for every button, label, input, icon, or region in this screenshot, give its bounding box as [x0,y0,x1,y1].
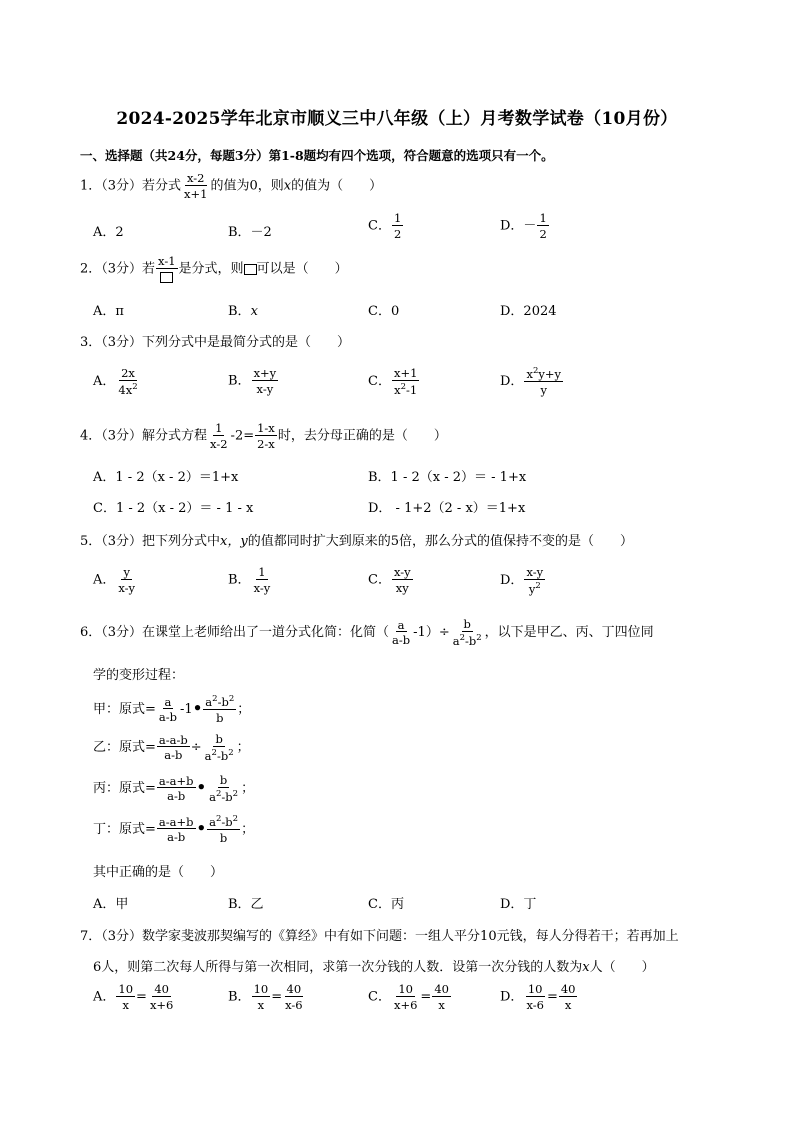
option-d: D． $\frac{x-y}{y^2}$ [500,565,544,596]
option-c: C．0 [368,304,400,319]
option-c: C． $\frac{10}{x+6}$ = $\frac{40}{x}$ [368,982,449,1012]
option-d: D． $\frac{x^2y+y}{y}$ [500,366,561,397]
solution-bing: 丙：原式= $\frac{a-a+b}{a-b}$ • $\frac{b}{a^2-b^2}$ ； [93,773,255,804]
option-b: B． $\frac{1}{x-y}$ [228,565,271,595]
option-a: A． $\frac{y}{x-y}$ [93,565,136,595]
option-d: D．丁 [500,897,537,912]
fraction: $\frac{x-2}{x+1}$ [184,171,208,201]
solution-jia: 甲：原式= $\frac{a}{a-b}$ -1• $\frac{a^2-b^2}{b}$ ； [93,694,251,725]
placeholder-box-icon [160,272,173,283]
option-c: C． $\frac{x-y}{xy}$ [368,565,411,595]
question-6-stem-line2: 学的变形过程： [93,668,185,683]
option-a: A．甲 [93,897,129,912]
placeholder-box-icon [244,264,257,275]
question-6-ask: 其中正确的是（ ） [93,865,224,880]
option-d: D．2024 [500,304,557,319]
solution-ding: 丁：原式= $\frac{a-a+b}{a-b}$ • $\frac{a^2-b^2}{b}$ ； [93,814,255,845]
option-a: A． $\frac{2x}{4x^2}$ [93,366,138,397]
option-b: B．x [228,304,258,319]
question-6-stem: 6．（3分）在课堂上老师给出了一道分式化简：化简（ $\frac{a}{a-b}$ -1）÷ $\frac{b}{a^2-b^2}$ ，以下是甲乙、丙、丁四位同 [80,617,654,648]
option-a: A．π [93,304,124,319]
question-2-stem: 2．（3分）若 x-1 是分式，则 可以是（ ） [80,255,348,283]
option-b: B．1 - 2（x - 2）＝ - 1+x [368,470,527,485]
option-b: B．乙 [228,897,264,912]
question-5-stem: 5．（3分）把下列分式中x，y的值都同时扩大到原来的5倍，那么分式的值保持不变的是（ ） [80,534,634,549]
option-a: A．1 - 2（x - 2）＝1+x [93,470,239,485]
question-3-stem: 3．（3分）下列分式中是最简分式的是（ ） [80,335,351,350]
question-4-stem: 4．（3分）解分式方程 $\frac{1}{x-2}$ -2= $\frac{1-x}{2-x}$ 时，去分母正确的是（ ） [80,421,447,451]
option-d: D．－ $\frac{1}{2}$ [500,211,547,241]
option-b: B． $\frac{x+y}{x-y}$ [228,366,277,396]
option-d: D． - 1+2（2 - x）＝1+x [368,501,526,516]
question-7-stem-line2: 6人，则第二次每人所得与第一次相同，求第一次分钱的人数．设第一次分钱的人数为x人（ ） [93,960,655,975]
option-d: D． $\frac{10}{x-6}$ = $\frac{40}{x}$ [500,982,576,1012]
option-c: C． $\frac{1}{2}$ [368,211,402,241]
option-b: B．－2 [228,225,272,240]
option-b: B． $\frac{10}{x}$ = $\frac{40}{x-6}$ [228,982,303,1012]
question-1-stem: 1．（3分）若分式 $\frac{x-2}{x+1}$ 的值为0，则x的值为（ ） [80,171,383,201]
question-7-stem: 7．（3分）数学家斐波那契编写的《算经》中有如下问题：一组人平分10元钱，每人分得若干；若再加上 [80,929,679,944]
option-c: C．1 - 2（x - 2）＝ - 1 - x [93,501,254,516]
solution-yi: 乙：原式= $\frac{a-a-b}{a-b}$ ÷ $\frac{b}{a^2-b^2}$ ； [93,732,250,763]
option-c: C．丙 [368,897,404,912]
option-c: C． $\frac{x+1}{x^2-1}$ [368,366,418,397]
page-title: 2024-2025学年北京市顺义三中八年级（上）月考数学试卷（10月份） [116,109,678,129]
section-heading: 一、选择题（共24分，每题3分）第1-8题均有四个选项，符合题意的选项只有一个。 [80,148,554,163]
option-a: A． $\frac{10}{x}$ = $\frac{40}{x+6}$ [93,982,174,1012]
option-a: A．2 [93,225,124,240]
